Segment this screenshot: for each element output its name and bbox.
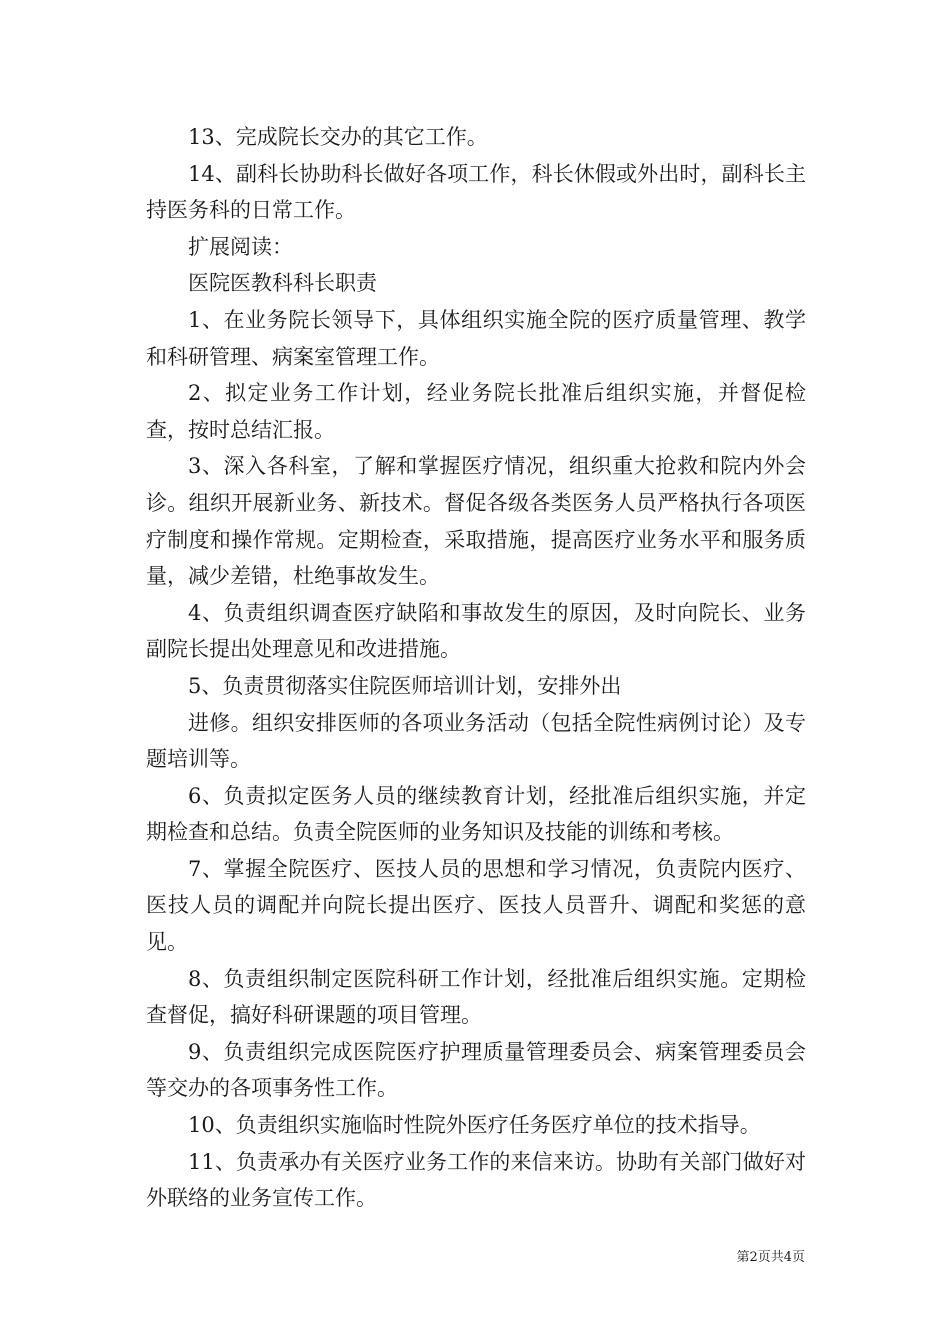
extended-reading-label: 扩展阅读： (188, 234, 293, 259)
paragraph-item-14: 14、副科长协助科长做好各项工作，科长休假或外出时，副科长主持医务科的日常工作。 (146, 161, 806, 223)
page-number: 第2页共4页 (736, 1250, 805, 1265)
paragraph-duty-7: 7、掌握全院医疗、医技人员的思想和学习情况，负责院内医疗、医技人员的调配并向院长提出医疗、医技人员晋升、调配和奖惩的意见。 (146, 856, 806, 955)
section-title: 医院医教科科长职责 (188, 271, 377, 296)
paragraph-duty-2: 2、拟定业务工作计划，经业务院长批准后组织实施，并督促检查，按时总结汇报。 (146, 381, 806, 442)
paragraph-duty-5-continued: 进修。组织安排医师的各项业务活动（包括全院性病例讨论）及专题培训等。 (146, 710, 806, 772)
paragraph-duty-6: 6、负责拟定医务人员的继续教育计划，经批准后组织实施，并定期检查和总结。负责全院医师的业务知识及技能的训练和考核。 (146, 783, 806, 845)
paragraph-duty-8: 8、负责组织制定医院科研工作计划，经批准后组织实施。定期检查督促，搞好科研课题的项目管理。 (146, 966, 806, 1028)
paragraph-duty-4: 4、负责组织调查医疗缺陷和事故发生的原因，及时向院长、业务副院长提出处理意见和改进措施。 (146, 600, 806, 662)
paragraph-duty-9: 9、负责组织完成医院医疗护理质量管理委员会、病案管理委员会等交办的各项事务性工作。 (146, 1039, 806, 1101)
paragraph-item-13: 13、完成院长交办的其它工作。 (188, 125, 488, 149)
document-body (146, 119, 806, 1217)
paragraph-duty-10: 10、负责组织实施临时性院外医疗任务医疗单位的技术指导。 (188, 1113, 761, 1138)
paragraph-duty-11: 11、负责承办有关医疗业务工作的来信来访。协助有关部门做好对外联络的业务宣传工作。 (146, 1149, 806, 1211)
paragraph-duty-3: 3、深入各科室，了解和掌握医疗情况，组织重大抢救和院内外会诊。组织开展新业务、新技术。督促各级各类医务人员严格执行各项医疗制度和操作常规。定期检查，采取措施，提高医疗业务水平和服务质量，减少差错，杜绝事故发生。 (146, 454, 806, 589)
paragraph-duty-1: 1、在业务院长领导下，具体组织实施全院的医疗质量管理、教学和科研管理、病案室管理工作。 (146, 307, 806, 369)
paragraph-duty-5: 5、负责贯彻落实住院医师培训计划，安排外出 (188, 673, 622, 698)
